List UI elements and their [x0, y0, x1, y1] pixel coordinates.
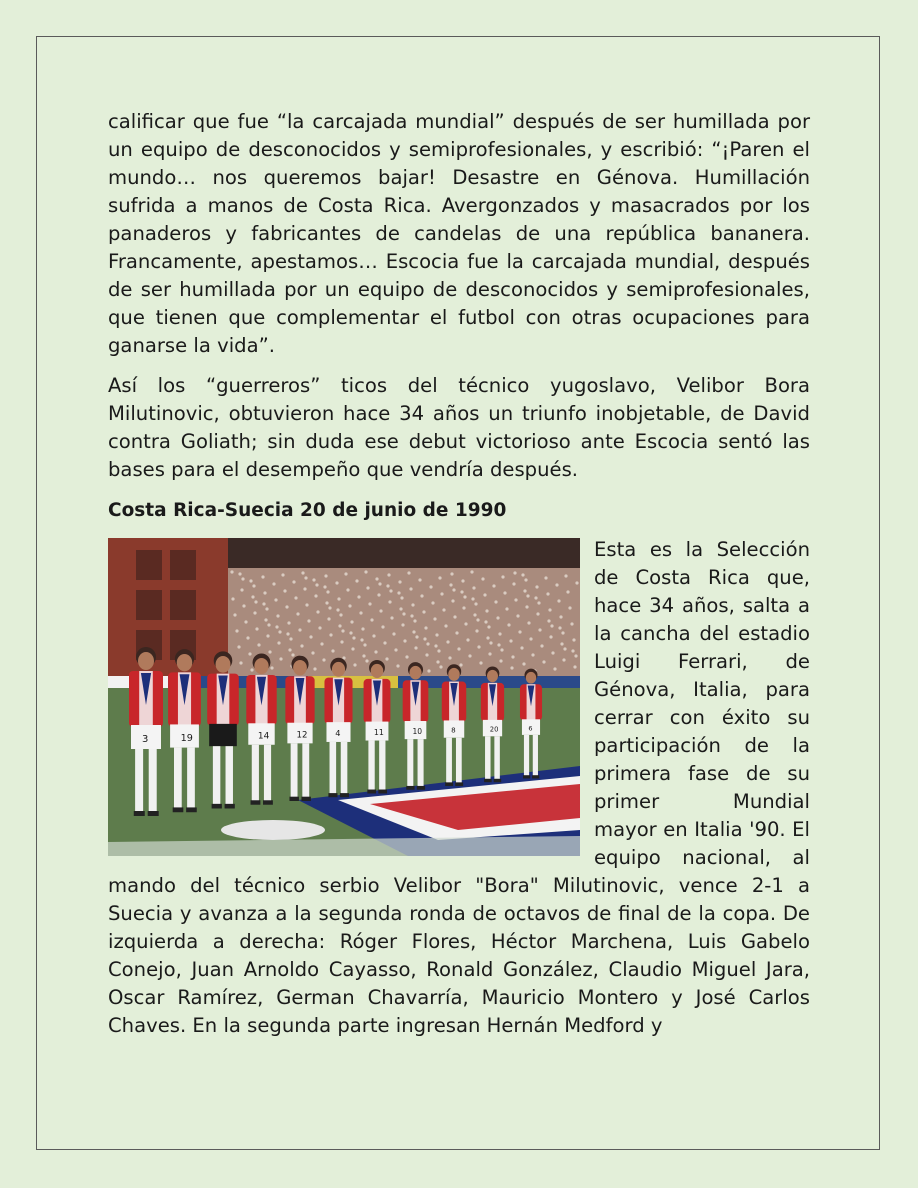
article-body [108, 108, 810, 1052]
jersey-number: 4 [335, 728, 341, 739]
paragraph-2: Así los “guerreros” ticos del técnico yugoslavo, Velibor Bora Milutinovic, obtuvieron hace 34 años un triunfo inobjetable, de David contra Goliath; sin duda ese debut victorioso ante Escocia sentó las bases para el desempeño que vendría después. [108, 374, 810, 481]
team-photo-illustration [108, 538, 580, 856]
team-photo [108, 538, 580, 856]
jersey-number: 8 [451, 725, 456, 735]
jersey-number: 19 [180, 732, 193, 744]
jersey-number: 20 [489, 725, 499, 734]
jersey-number: 12 [296, 730, 308, 741]
photo-caption: Esta es la Selección de Costa Rica que, hace 34 años, salta a la cancha del estadio Luigi Ferrari, de Génova, Italia, para cerrar con éxito su participación de la primera fase de su primer Mundial mayor en Italia '90. El equipo nacional, al mando del técnico serbio Velibor "Bora" Milutinovic, vence 2-1 a Suecia y avanza a la segunda ronda de octavos de final de la copa. De izquierda a derecha: Róger Flores, Héctor Marchena, Luis Gabelo Conejo, Juan Arnoldo Cayasso, Ronald González, Claudio Miguel Jara, Oscar Ramírez, German Chavarría, Mauricio Montero y José Carlos Chaves. En la segunda parte ingresan Hernán Medford y [108, 538, 810, 1037]
jersey-number: 3 [142, 734, 149, 745]
jersey-number: 10 [412, 726, 423, 736]
jersey-number: 14 [257, 731, 270, 742]
jersey-number: 11 [373, 728, 384, 738]
jersey-number: 6 [528, 724, 533, 733]
section-heading: Costa Rica-Suecia 20 de junio de 1990 [108, 500, 507, 521]
paragraph-1: calificar que fue “la carcajada mundial” después de ser humillada por un equipo de desconocidos y semiprofesionales, y escribió: “¡Paren el mundo… nos queremos bajar! Desastre en Génova. Humillación sufrida a manos de Costa Rica. Avergonzados y masacrados por los panaderos y fabricantes de candelas de una república bananera. Francamente, apestamos… Escocia fue la carcajada mundial, después de ser humillada por un equipo de desconocidos y semiprofesionales, que tienen que complementar el futbol con otras ocupaciones para ganarse la vida”. [108, 110, 810, 357]
